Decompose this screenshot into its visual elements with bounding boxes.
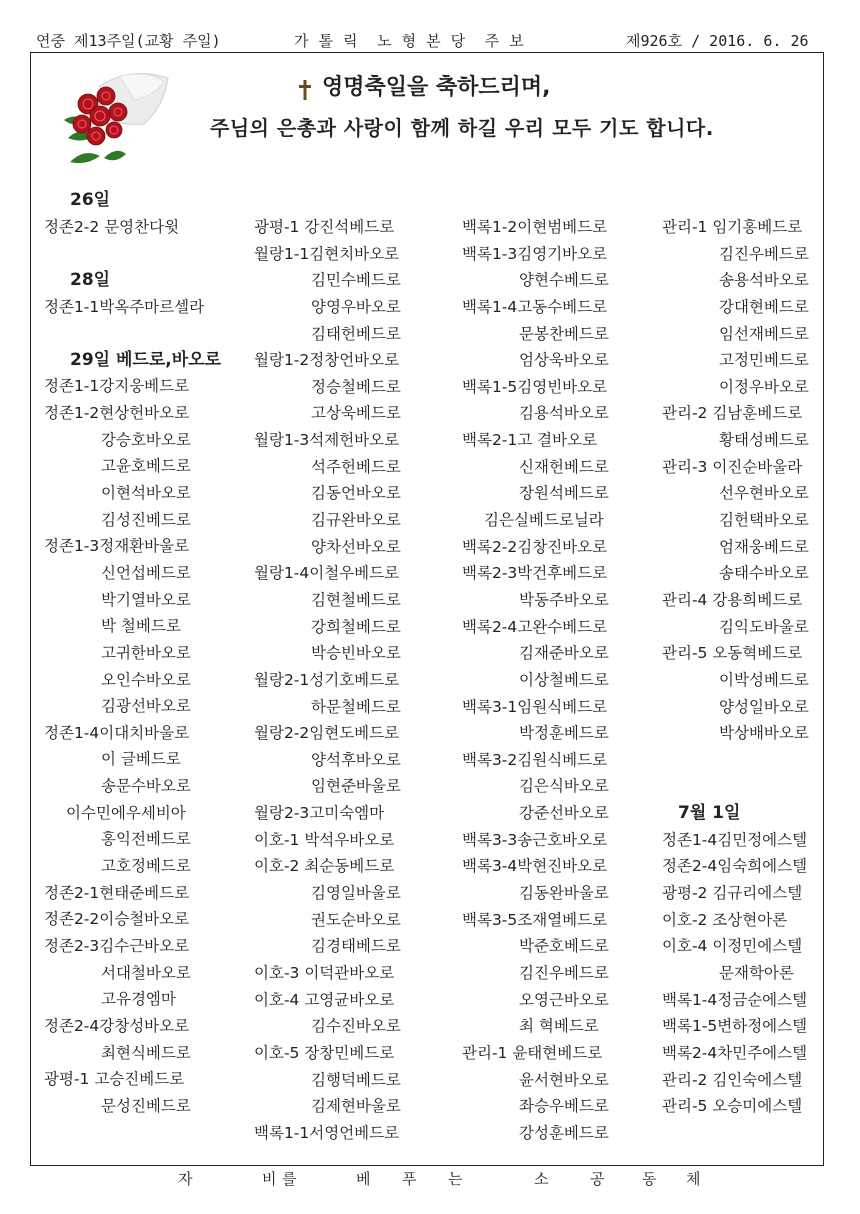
name-entry: 백록3-1임원식베드로 bbox=[462, 697, 608, 716]
name-entry: 관리-1 윤태현베드로 bbox=[462, 1043, 603, 1062]
name-entry: 이호-5 장창민베드로 bbox=[254, 1043, 395, 1062]
name-entry: 백록3-4박현진바오로 bbox=[462, 857, 608, 876]
name-entry: 관리-3 이진순바울라 bbox=[662, 457, 803, 476]
name-entry: 월랑2-1성기호베드로 bbox=[254, 670, 400, 689]
name-entry-continued: 오영근바오로 bbox=[519, 990, 609, 1009]
name-entry-continued: 신재헌베드로 bbox=[519, 457, 609, 476]
name-entry-continued: 최현식베드로 bbox=[101, 1043, 191, 1062]
footer-char: 는 bbox=[448, 1170, 463, 1188]
name-entry: 이호-4 고영균바오로 bbox=[254, 990, 395, 1009]
title-line2: 주님의 은총과 사랑이 함께 하길 우리 모두 기도 합니다. bbox=[210, 116, 714, 140]
name-entry-continued: 김성진베드로 bbox=[101, 510, 191, 529]
name-entry: 광평-1 강진석베드로 bbox=[254, 218, 395, 236]
name-entry-continued: 양성일바오로 bbox=[719, 697, 809, 716]
name-entry-continued: 박승빈바오로 bbox=[311, 644, 401, 663]
name-entry: 정존2-2 문영찬다윗 bbox=[44, 217, 180, 236]
name-entry-continued: 김동언바오로 bbox=[311, 484, 401, 503]
name-entry-continued: 양차선바오로 bbox=[311, 537, 401, 556]
name-entry: 이호-2 조상현아론 bbox=[662, 910, 788, 929]
name-entry-continued: 김헌택바오로 bbox=[719, 511, 809, 530]
name-entry-continued: 송용석바오로 bbox=[719, 271, 809, 290]
name-entry: 백록2-1고 결바오로 bbox=[462, 431, 598, 450]
name-entry: 정존1-3정재환바울로 bbox=[44, 537, 190, 556]
name-entry: 관리-2 김남훈베드로 bbox=[662, 404, 803, 423]
name-entry-continued: 신언섭베드로 bbox=[101, 563, 191, 582]
name-entry-continued: 이박성베드로 bbox=[719, 670, 809, 689]
name-entry-continued: 박동주바오로 bbox=[519, 590, 609, 609]
header-left: 연중 제13주일(교황 주일) bbox=[36, 32, 221, 50]
name-entry-continued: 김은식바오로 bbox=[519, 777, 609, 796]
name-entry-continued: 고상욱베드로 bbox=[311, 404, 401, 423]
name-entry: 관리-2 김인숙에스텔 bbox=[662, 1070, 803, 1089]
names-column-1 bbox=[44, 187, 244, 1119]
name-entry-continued: 엄재웅베드로 bbox=[719, 537, 809, 556]
name-entry: 정존1-1박옥주마르셀라 bbox=[44, 297, 205, 316]
footer-char: 자 bbox=[178, 1170, 193, 1188]
footer-char: 푸 bbox=[402, 1170, 417, 1188]
name-entry-continued: 김행덕베드로 bbox=[311, 1070, 401, 1089]
name-entry-continued: 강대현베드로 bbox=[719, 297, 809, 316]
names-column-4 bbox=[662, 214, 860, 1120]
rose-bouquet-image bbox=[60, 66, 172, 168]
name-entry-continued: 김용석바오로 bbox=[519, 404, 609, 423]
name-entry-continued: 정승철베드로 bbox=[311, 377, 401, 396]
title-line1-text: 영명축일을 축하드리며, bbox=[322, 75, 551, 100]
name-entry: 광평-2 김규리에스텔 bbox=[662, 884, 803, 903]
name-entry: 백록1-4고동수베드로 bbox=[462, 297, 608, 316]
name-entry: 이호-4 이정민에스텔 bbox=[662, 937, 803, 956]
names-column-3 bbox=[462, 214, 662, 1146]
name-entry-continued: 송태수바오로 bbox=[719, 564, 809, 583]
footer-char: 를 bbox=[282, 1170, 297, 1188]
name-entry: 관리-4 강용희베드로 bbox=[662, 590, 803, 609]
name-entry: 백록3-3송근호바오로 bbox=[462, 830, 608, 849]
name-entry-continued: 김규완바오로 bbox=[311, 511, 401, 530]
name-entry-continued: 박상배바오로 bbox=[719, 724, 809, 743]
name-entry-continued: 홍익전베드로 bbox=[101, 830, 191, 849]
name-entry-continued: 김태헌베드로 bbox=[311, 324, 401, 343]
name-entry: 이호-2 최순동베드로 bbox=[254, 857, 395, 876]
name-entry: 정존2-4임숙희에스텔 bbox=[662, 857, 808, 876]
name-entry-continued: 석주헌베드로 bbox=[311, 457, 401, 476]
name-entry: 정존1-1강지웅베드로 bbox=[44, 377, 190, 396]
name-entry-continued: 이수민에우세비아 bbox=[66, 803, 186, 822]
name-entry-continued: 문봉찬베드로 bbox=[519, 324, 609, 343]
name-entry-continued: 김경태베드로 bbox=[311, 937, 401, 956]
name-entry: 정존1-2현상헌바오로 bbox=[44, 404, 190, 423]
name-entry: 광평-1 고승진베드로 bbox=[44, 1070, 185, 1089]
names-column-2 bbox=[254, 214, 454, 1146]
name-entry: 월랑1-3석제헌바오로 bbox=[254, 431, 400, 450]
name-entry: 정존2-4강창성바오로 bbox=[44, 1016, 190, 1035]
name-entry-continued: 김수진바오로 bbox=[311, 1017, 401, 1036]
name-entry-continued: 박기열바오로 bbox=[101, 590, 191, 609]
date-heading: 28일 bbox=[70, 269, 111, 290]
spacer bbox=[662, 747, 860, 774]
name-entry-continued: 윤서현바오로 bbox=[519, 1070, 609, 1089]
name-entry: 백록2-3박건후베드로 bbox=[462, 564, 608, 583]
name-entry-continued: 김제현바울로 bbox=[311, 1097, 401, 1116]
name-entry: 월랑1-2정창언바오로 bbox=[254, 351, 400, 370]
name-entry: 이호-1 박석우바오로 bbox=[254, 830, 395, 849]
name-entry-continued: 고정민베드로 bbox=[719, 351, 809, 370]
name-entry: 관리-5 오동혁베드로 bbox=[662, 644, 803, 663]
footer-char: 베 bbox=[356, 1170, 371, 1188]
name-entry-continued: 김민수베드로 bbox=[311, 271, 401, 290]
name-entry-continued: 강승호바오로 bbox=[101, 430, 191, 449]
name-entry-continued: 고윤호베드로 bbox=[101, 457, 191, 476]
name-entry-continued: 김익도바울로 bbox=[719, 617, 809, 636]
name-entry-continued: 오인수바오로 bbox=[101, 670, 191, 689]
name-entry-continued: 김은실베드로닐라 bbox=[484, 511, 604, 530]
name-entry-continued: 황태성베드로 bbox=[719, 431, 809, 450]
name-entry-continued: 이 글베드로 bbox=[101, 750, 181, 769]
name-entry-continued: 강희철베드로 bbox=[311, 617, 401, 636]
name-entry-continued: 임현준바울로 bbox=[311, 777, 401, 796]
header-middle: 가 톨 릭 노 형 본 당 주 보 bbox=[294, 32, 525, 50]
name-entry-continued: 권도순바오로 bbox=[311, 910, 401, 929]
name-entry: 정존1-4이대치바울로 bbox=[44, 723, 190, 742]
footer-char: 공 bbox=[590, 1170, 605, 1188]
name-entry-continued: 이정우바오로 bbox=[719, 377, 809, 396]
footer-char: 소 bbox=[534, 1170, 549, 1188]
name-entry-continued: 최 혁베드로 bbox=[519, 1017, 599, 1036]
name-entry-continued: 문재학아론 bbox=[719, 963, 794, 982]
date-heading: 26일 bbox=[70, 190, 111, 210]
name-entry-continued: 서대철바오로 bbox=[101, 963, 191, 982]
name-entry-continued: 이현석바오로 bbox=[101, 484, 191, 503]
bulletin-footer bbox=[30, 1168, 822, 1190]
name-entry-continued: 김재준바오로 bbox=[519, 644, 609, 663]
name-entry: 백록3-5조재열베드로 bbox=[462, 910, 608, 929]
name-entry-continued: 고귀한바오로 bbox=[101, 643, 191, 662]
header-right: 제926호 / 2016. 6. 26 bbox=[626, 32, 809, 50]
name-entry-continued: 박준호베드로 bbox=[519, 937, 609, 956]
name-entry-continued: 송문수바오로 bbox=[101, 777, 191, 796]
name-entry: 월랑1-4이철우베드로 bbox=[254, 564, 400, 583]
name-entry: 월랑2-3고미숙엠마 bbox=[254, 804, 385, 823]
name-entry-continued: 강성훈베드로 bbox=[519, 1123, 609, 1142]
spacer bbox=[44, 320, 244, 347]
name-entry-continued: 김진우베드로 bbox=[719, 244, 809, 263]
name-entry-continued: 김현철베드로 bbox=[311, 590, 401, 609]
name-entry-continued: 임선재베드로 bbox=[719, 324, 809, 343]
name-entry: 백록1-1서영언베드로 bbox=[254, 1123, 400, 1142]
spacer bbox=[662, 773, 860, 800]
name-entry: 월랑1-1김현치바오로 bbox=[254, 244, 400, 263]
title-line1 bbox=[298, 70, 551, 101]
name-entry: 백록2-4고완수베드로 bbox=[462, 617, 608, 636]
name-entry-continued: 좌승우베드로 bbox=[519, 1097, 609, 1116]
name-entry: 백록1-5김영빈바오로 bbox=[462, 377, 608, 396]
name-entry: 이호-3 이덕관바오로 bbox=[254, 963, 395, 982]
date-heading: 29일 베드로,바오로 bbox=[70, 349, 221, 370]
name-entry-continued: 문성진베드로 bbox=[101, 1096, 191, 1115]
name-entry-continued: 박 철베드로 bbox=[101, 617, 181, 636]
name-entry-continued: 김광선바오로 bbox=[101, 697, 191, 716]
name-entry-continued: 하문철베드로 bbox=[311, 697, 401, 716]
date-heading: 7월 1일 bbox=[678, 803, 741, 824]
name-entry: 백록2-2김창진바오로 bbox=[462, 537, 608, 556]
spacer bbox=[44, 240, 244, 267]
name-entry-continued: 선우현바오로 bbox=[719, 484, 809, 503]
name-entry: 백록1-4정금순에스텔 bbox=[662, 990, 808, 1009]
name-entry-continued: 박정훈베드로 bbox=[519, 724, 609, 743]
name-entry-continued: 양현수베드로 bbox=[519, 271, 609, 290]
bulletin-header bbox=[36, 30, 820, 54]
name-entry: 관리-1 임기홍베드로 bbox=[662, 218, 803, 236]
name-entry: 백록1-5변하정에스텔 bbox=[662, 1017, 808, 1036]
name-entry-continued: 강준선바오로 bbox=[519, 804, 609, 823]
name-entry-continued: 양영우바오로 bbox=[311, 297, 401, 316]
name-entry-continued: 김동완바울로 bbox=[519, 884, 609, 903]
name-entry: 관리-5 오승미에스텔 bbox=[662, 1097, 803, 1116]
name-entry: 정존2-2이승철바오로 bbox=[44, 910, 190, 929]
name-entry: 백록2-4차민주에스텔 bbox=[662, 1043, 808, 1062]
name-entry-continued: 고유경엠마 bbox=[101, 990, 176, 1009]
footer-char: 동 bbox=[642, 1170, 657, 1188]
name-entry: 월랑2-2임현도베드로 bbox=[254, 724, 400, 743]
name-entry-continued: 고호정베드로 bbox=[101, 857, 191, 876]
name-entry: 백록3-2김원식베드로 bbox=[462, 750, 608, 769]
name-entry-continued: 김영일바울로 bbox=[311, 884, 401, 903]
name-entry-continued: 김진우베드로 bbox=[519, 963, 609, 982]
name-entry: 정존1-4김민정에스텔 bbox=[662, 830, 808, 849]
name-entry-continued: 이상철베드로 bbox=[519, 670, 609, 689]
footer-char: 비 bbox=[262, 1170, 277, 1188]
name-entry: 백록1-2이현범베드로 bbox=[462, 218, 608, 236]
name-entry-continued: 엄상욱바오로 bbox=[519, 351, 609, 370]
footer-char: 체 bbox=[686, 1170, 701, 1188]
name-entry: 정존2-3김수근바오로 bbox=[44, 936, 190, 955]
name-entry: 백록1-3김영기바오로 bbox=[462, 244, 608, 263]
name-entry-continued: 장원석베드로 bbox=[519, 484, 609, 503]
name-entry: 정존2-1현태준베드로 bbox=[44, 883, 190, 902]
name-entry-continued: 양석후바오로 bbox=[311, 750, 401, 769]
